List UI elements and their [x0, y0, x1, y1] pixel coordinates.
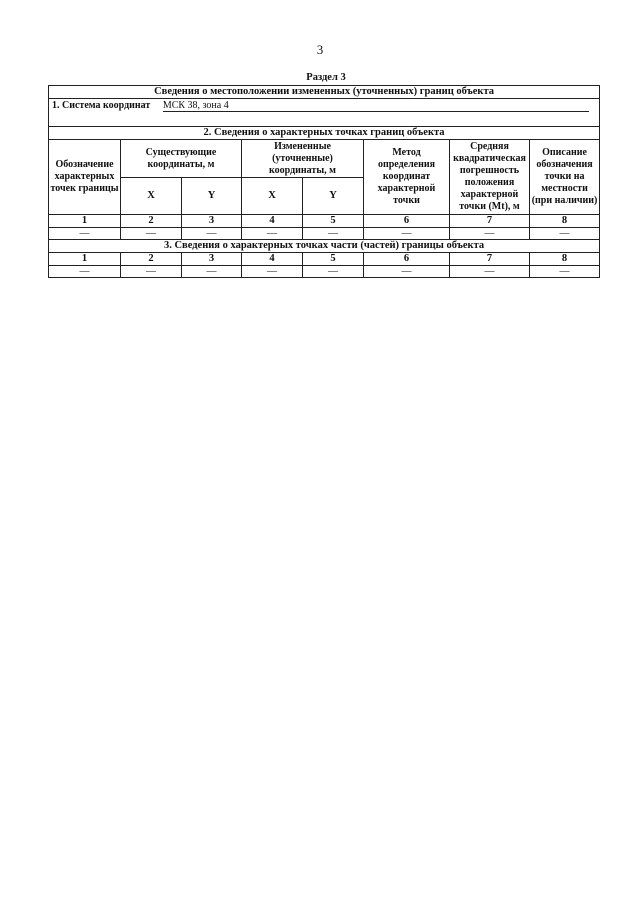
part2-number-row — [49, 215, 600, 228]
part3-title: 3. Сведения о характерных точках части (частей) границы объекта — [49, 240, 600, 253]
blank-row — [49, 112, 600, 127]
boundary-table — [48, 85, 600, 278]
col-method: Метод определения координат характерной точки — [364, 140, 450, 215]
empty-value: — — [303, 228, 364, 240]
empty-value: — — [530, 266, 600, 278]
col-description: Описание обозначения точки на местности (при наличии) — [530, 140, 600, 215]
column-number: 6 — [364, 253, 450, 266]
empty-value: — — [49, 266, 121, 278]
column-number: 2 — [121, 253, 182, 266]
empty-value: — — [364, 228, 450, 240]
empty-value: — — [182, 266, 242, 278]
part3-data-row — [49, 266, 600, 278]
empty-value: — — [450, 228, 530, 240]
changed-x-header: X — [242, 178, 303, 215]
column-number: 7 — [450, 215, 530, 228]
column-number: 8 — [530, 215, 600, 228]
column-number: 1 — [49, 215, 121, 228]
empty-value: — — [242, 266, 303, 278]
col-changed: Измененные (уточненные) координаты, м — [242, 140, 364, 178]
empty-value: — — [182, 228, 242, 240]
page-number: 3 — [316, 42, 324, 57]
col-existing: Существующие координаты, м — [121, 140, 242, 178]
empty-value: — — [364, 266, 450, 278]
empty-value: — — [303, 266, 364, 278]
column-number: 5 — [303, 215, 364, 228]
column-number: 3 — [182, 253, 242, 266]
existing-x-header: X — [121, 178, 182, 215]
column-number: 3 — [182, 215, 242, 228]
col-error: Средняя квадратическая погрешность положения характерной точки (Mt), м — [450, 140, 530, 215]
coordinate-system-label: 1. Система координат — [52, 99, 151, 111]
empty-value: — — [121, 228, 182, 240]
column-number: 6 — [364, 215, 450, 228]
column-number: 4 — [242, 215, 303, 228]
column-number: 4 — [242, 253, 303, 266]
col-designation: Обозначение характерных точек границы — [49, 140, 121, 215]
empty-value: — — [121, 266, 182, 278]
changed-y-header: Y — [303, 178, 364, 215]
column-number: 2 — [121, 215, 182, 228]
empty-value: — — [450, 266, 530, 278]
column-number: 7 — [450, 253, 530, 266]
coordinate-system-value: МСК 38, зона 4 — [163, 100, 589, 112]
empty-value: — — [530, 228, 600, 240]
part3-number-row — [49, 253, 600, 266]
column-number: 5 — [303, 253, 364, 266]
empty-value: — — [49, 228, 121, 240]
column-number: 8 — [530, 253, 600, 266]
coordinate-system-cell — [49, 99, 600, 113]
section-title: Раздел 3 — [306, 72, 346, 83]
table-header: Сведения о местоположении измененных (уточненных) границ объекта — [49, 86, 600, 99]
part2-title: 2. Сведения о характерных точках границ объекта — [49, 127, 600, 140]
empty-value: — — [242, 228, 303, 240]
existing-y-header: Y — [182, 178, 242, 215]
part2-data-row — [49, 228, 600, 240]
column-number: 1 — [49, 253, 121, 266]
